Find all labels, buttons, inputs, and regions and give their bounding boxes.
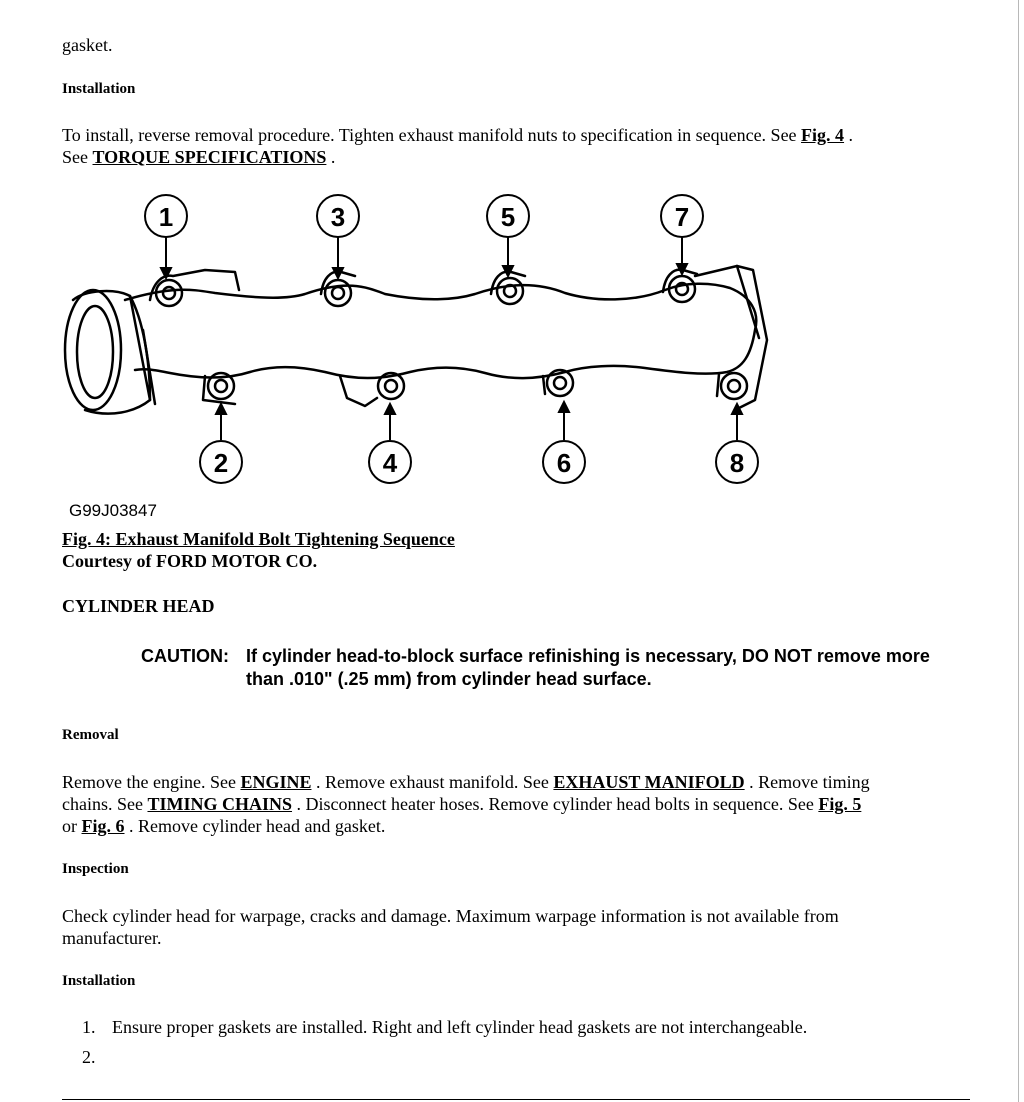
caution-text: If cylinder head-to-block surface refinishing is necessary, DO NOT remove more than .010" (.25 mm) from cylinder head surface.: [246, 646, 930, 689]
cylinder-head-heading: CYLINDER HEAD: [62, 596, 215, 616]
inspection-line2: manufacturer.: [62, 928, 162, 948]
list-item-text: Ensure proper gaskets are installed. Right and left cylinder head gaskets are not interchangeable.: [112, 1017, 808, 1037]
removal-line2: [62, 793, 861, 815]
bolt-number-8: 8: [729, 448, 745, 478]
page-edge: [1018, 0, 1019, 1102]
engine-link[interactable]: ENGINE: [240, 772, 312, 792]
list-item-number: 2.: [82, 1047, 96, 1067]
fig4-link[interactable]: Fig. 4: [801, 125, 845, 145]
removal-text: . Remove timing: [744, 772, 870, 792]
gasket-tail-text: gasket.: [62, 35, 113, 55]
inspection-heading: Inspection: [62, 861, 129, 877]
removal-text: . Disconnect heater hoses. Remove cylinder head bolts in sequence. See: [292, 794, 819, 814]
timing-chains-link[interactable]: TIMING CHAINS: [147, 794, 293, 814]
caution-box: [141, 645, 981, 693]
removal-text: . Remove cylinder head and gasket.: [124, 816, 386, 836]
list-item: [82, 1046, 982, 1068]
list-item-number: 1.: [82, 1017, 96, 1037]
fig5-link[interactable]: Fig. 5: [818, 794, 862, 814]
bolt-number-1: 1: [158, 202, 174, 232]
bottom-divider: [62, 1099, 970, 1100]
removal-line3: [62, 815, 385, 837]
figure-code: G99J03847: [69, 501, 157, 520]
inspection-line1: Check cylinder head for warpage, cracks and damage. Maximum warpage information is not available from: [62, 906, 839, 926]
installation-heading: Installation: [62, 81, 136, 97]
install-text: To install, reverse removal procedure. Tighten exhaust manifold nuts to specification in sequence. See: [62, 125, 802, 145]
bolt-number-4: 4: [382, 448, 398, 478]
install-paragraph-line1: [62, 124, 853, 146]
installation-heading-2: Installation: [62, 973, 136, 989]
install-text-end: .: [844, 125, 854, 145]
bolt-number-3: 3: [330, 202, 346, 232]
list-item: [82, 1016, 982, 1038]
fig6-link[interactable]: Fig. 6: [81, 816, 125, 836]
removal-heading: Removal: [62, 727, 119, 743]
removal-line1: [62, 771, 870, 793]
caution-label: CAUTION:: [141, 646, 229, 666]
removal-text: or: [62, 816, 82, 836]
bolt-number-2: 2: [213, 448, 229, 478]
see-label: See: [62, 147, 93, 167]
removal-text: . Remove exhaust manifold. See: [311, 772, 554, 792]
figure-caption[interactable]: Fig. 4: Exhaust Manifold Bolt Tightening Sequence: [62, 529, 455, 549]
exhaust-manifold-diagram: [55, 190, 785, 520]
bolt-number-6: 6: [556, 448, 572, 478]
bolt-number-7: 7: [674, 202, 690, 232]
install-text-period: .: [326, 147, 336, 167]
removal-text: Remove the engine. See: [62, 772, 241, 792]
exhaust-manifold-link[interactable]: EXHAUST MANIFOLD: [553, 772, 745, 792]
figure-courtesy: Courtesy of FORD MOTOR CO.: [62, 551, 318, 571]
removal-text: chains. See: [62, 794, 148, 814]
bolt-number-5: 5: [500, 202, 516, 232]
torque-specifications-link[interactable]: TORQUE SPECIFICATIONS: [92, 147, 327, 167]
install-paragraph-line2: [62, 146, 335, 168]
